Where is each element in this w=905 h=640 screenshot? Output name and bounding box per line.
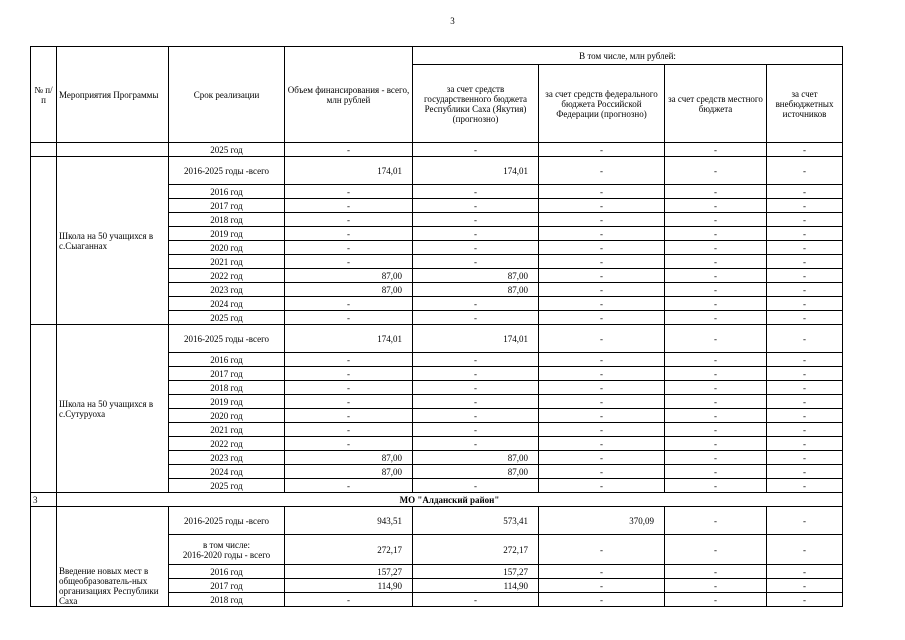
cell-federal-budget: - <box>539 157 665 185</box>
cell-federal-budget: - <box>539 479 665 493</box>
cell-republic-budget: 87,00 <box>413 269 539 283</box>
cell-period: 2020 год <box>169 409 285 423</box>
cell-extra-budget: - <box>767 395 843 409</box>
cell-federal-budget: - <box>539 353 665 367</box>
cell-federal-budget: - <box>539 199 665 213</box>
cell-event-name: Введение новых мест в общеобразователь-ных организациях Республики Саха <box>57 507 169 607</box>
cell-extra-budget: - <box>767 451 843 465</box>
cell-extra-budget: - <box>767 157 843 185</box>
cell-period: 2025 год <box>169 479 285 493</box>
cell-republic-budget: - <box>413 593 539 607</box>
cell-local-budget: - <box>665 199 767 213</box>
cell-period: 2019 год <box>169 395 285 409</box>
cell-volume: - <box>285 409 413 423</box>
cell-local-budget: - <box>665 565 767 579</box>
cell-republic-budget: - <box>413 409 539 423</box>
cell-extra-budget: - <box>767 213 843 227</box>
cell-volume: 272,17 <box>285 535 413 565</box>
cell-extra-budget: - <box>767 325 843 353</box>
cell-volume: 174,01 <box>285 325 413 353</box>
cell-volume: 174,01 <box>285 157 413 185</box>
cell-federal-budget: - <box>539 311 665 325</box>
cell-republic-budget: - <box>413 381 539 395</box>
cell-period: 2018 год <box>169 593 285 607</box>
cell-extra-budget: - <box>767 593 843 607</box>
cell-volume: - <box>285 241 413 255</box>
cell-volume: 157,27 <box>285 565 413 579</box>
cell-extra-budget: - <box>767 465 843 479</box>
cell-volume: - <box>285 199 413 213</box>
header-extra-budget: за счет внебюджетных источников <box>767 65 843 143</box>
cell-volume: - <box>285 353 413 367</box>
cell-period: 2020 год <box>169 241 285 255</box>
cell-republic-budget: 87,00 <box>413 451 539 465</box>
cell-federal-budget: - <box>539 437 665 451</box>
cell-period: 2021 год <box>169 423 285 437</box>
cell-local-budget: - <box>665 535 767 565</box>
cell-volume: - <box>285 255 413 269</box>
cell-federal-budget: - <box>539 593 665 607</box>
cell-event-name: Школа на 50 учащихся в с.Сутуруоха <box>57 325 169 493</box>
cell-extra-budget: - <box>767 297 843 311</box>
cell-extra-budget: - <box>767 409 843 423</box>
cell-local-budget: - <box>665 353 767 367</box>
cell-republic-budget: 87,00 <box>413 465 539 479</box>
cell-republic-budget: - <box>413 437 539 451</box>
financing-table <box>30 46 843 607</box>
cell-local-budget: - <box>665 507 767 535</box>
cell-period: 2016 год <box>169 565 285 579</box>
cell-period: 2024 год <box>169 297 285 311</box>
cell-period: 2016-2025 годы -всего <box>169 325 285 353</box>
header-local-budget: за счет средств местного бюджета <box>665 65 767 143</box>
cell-federal-budget: - <box>539 451 665 465</box>
cell-federal-budget: - <box>539 325 665 353</box>
cell-volume: - <box>285 479 413 493</box>
period-line-1: в том числе: <box>203 539 250 550</box>
cell-republic-budget: 272,17 <box>413 535 539 565</box>
cell-federal-budget: - <box>539 143 665 157</box>
cell-volume: 943,51 <box>285 507 413 535</box>
cell-republic-budget: 87,00 <box>413 283 539 297</box>
cell-local-budget: - <box>665 297 767 311</box>
cell-local-budget: - <box>665 593 767 607</box>
cell-federal-budget: 370,09 <box>539 507 665 535</box>
cell-republic-budget: - <box>413 143 539 157</box>
cell-volume: - <box>285 381 413 395</box>
section-row <box>31 493 843 507</box>
cell-local-budget: - <box>665 451 767 465</box>
cell-extra-budget: - <box>767 283 843 297</box>
cell-event-name: Школа на 50 учащихся в с.Сыаганнах <box>57 157 169 325</box>
header-event: Мероприятия Программы <box>57 47 169 143</box>
cell-volume: - <box>285 395 413 409</box>
cell-local-budget: - <box>665 143 767 157</box>
cell-extra-budget: - <box>767 241 843 255</box>
cell-period: 2019 год <box>169 227 285 241</box>
cell-federal-budget: - <box>539 213 665 227</box>
table-row <box>31 157 843 185</box>
cell-local-budget: - <box>665 409 767 423</box>
cell-federal-budget: - <box>539 465 665 479</box>
cell-period: 2016 год <box>169 185 285 199</box>
cell-extra-budget: - <box>767 579 843 593</box>
section-num: 3 <box>31 493 57 507</box>
cell-extra-budget: - <box>767 381 843 395</box>
cell-federal-budget: - <box>539 381 665 395</box>
cell-period: 2023 год <box>169 451 285 465</box>
cell-num <box>31 157 57 325</box>
cell-republic-budget: - <box>413 297 539 311</box>
cell-republic-budget: - <box>413 353 539 367</box>
cell-federal-budget: - <box>539 367 665 381</box>
cell-federal-budget: - <box>539 423 665 437</box>
page-number: 3 <box>450 16 455 26</box>
cell-volume: - <box>285 593 413 607</box>
cell-republic-budget: 114,90 <box>413 579 539 593</box>
cell-federal-budget: - <box>539 185 665 199</box>
cell-period: 2018 год <box>169 381 285 395</box>
cell-num <box>31 507 57 607</box>
section-title: МО "Алданский район" <box>57 493 843 507</box>
cell-period: 2017 год <box>169 579 285 593</box>
cell-local-budget: - <box>665 381 767 395</box>
cell-period: 2021 год <box>169 255 285 269</box>
cell-extra-budget: - <box>767 423 843 437</box>
cell-local-budget: - <box>665 579 767 593</box>
cell-extra-budget: - <box>767 143 843 157</box>
cell-volume: - <box>285 227 413 241</box>
cell-period: 2023 год <box>169 283 285 297</box>
cell-period: 2025 год <box>169 311 285 325</box>
cell-republic-budget: 174,01 <box>413 325 539 353</box>
cell-extra-budget: - <box>767 227 843 241</box>
cell-republic-budget: - <box>413 213 539 227</box>
cell-extra-budget: - <box>767 311 843 325</box>
cell-federal-budget: - <box>539 297 665 311</box>
cell-volume: - <box>285 367 413 381</box>
cell-volume: - <box>285 437 413 451</box>
cell-federal-budget: - <box>539 565 665 579</box>
header-including: В том числе, млн рублей: <box>413 47 843 65</box>
cell-local-budget: - <box>665 157 767 185</box>
cell-period: 2024 год <box>169 465 285 479</box>
cell-federal-budget: - <box>539 241 665 255</box>
cell-republic-budget: - <box>413 367 539 381</box>
cell-volume: 87,00 <box>285 269 413 283</box>
cell-local-budget: - <box>665 227 767 241</box>
cell-republic-budget: - <box>413 395 539 409</box>
cell-volume: 87,00 <box>285 283 413 297</box>
cell-volume: - <box>285 423 413 437</box>
cell-volume: 114,90 <box>285 579 413 593</box>
cell-local-budget: - <box>665 311 767 325</box>
cell-republic-budget: - <box>413 241 539 255</box>
cell-federal-budget: - <box>539 255 665 269</box>
header-volume: Объем финансирования - всего, млн рублей <box>285 47 413 143</box>
cell-local-budget: - <box>665 255 767 269</box>
cell-local-budget: - <box>665 269 767 283</box>
cell-extra-budget: - <box>767 255 843 269</box>
cell-federal-budget: - <box>539 283 665 297</box>
cell-event <box>57 143 169 157</box>
table-row <box>31 507 843 535</box>
cell-local-budget: - <box>665 325 767 353</box>
cell-republic-budget: - <box>413 479 539 493</box>
cell-period: 2016 год <box>169 353 285 367</box>
cell-num <box>31 325 57 493</box>
cell-volume: - <box>285 185 413 199</box>
header-period: Срок реализации <box>169 47 285 143</box>
cell-extra-budget: - <box>767 507 843 535</box>
header-num: № п/п <box>31 47 57 143</box>
cell-volume: 87,00 <box>285 465 413 479</box>
cell-local-budget: - <box>665 283 767 297</box>
cell-volume: - <box>285 297 413 311</box>
cell-republic-budget: - <box>413 199 539 213</box>
cell-volume: - <box>285 311 413 325</box>
cell-extra-budget: - <box>767 185 843 199</box>
table-row <box>31 325 843 353</box>
period-line-2: 2016-2020 годы - всего <box>182 549 271 560</box>
cell-federal-budget: - <box>539 535 665 565</box>
cell-local-budget: - <box>665 213 767 227</box>
cell-federal-budget: - <box>539 395 665 409</box>
cell-republic-budget: - <box>413 255 539 269</box>
cell-local-budget: - <box>665 479 767 493</box>
header-federal-budget: за счет средств федерального бюджета Российской Федерации (прогнозно) <box>539 65 665 143</box>
cell-republic-budget: - <box>413 185 539 199</box>
cell-republic-budget: 573,41 <box>413 507 539 535</box>
cell-federal-budget: - <box>539 227 665 241</box>
cell-extra-budget: - <box>767 437 843 451</box>
cell-extra-budget: - <box>767 199 843 213</box>
cell-local-budget: - <box>665 185 767 199</box>
cell-extra-budget: - <box>767 535 843 565</box>
cell-local-budget: - <box>665 465 767 479</box>
cell-period: 2016-2025 годы -всего <box>169 157 285 185</box>
cell-republic-budget: - <box>413 227 539 241</box>
cell-extra-budget: - <box>767 269 843 283</box>
cell-extra-budget: - <box>767 367 843 381</box>
cell-period: 2025 год <box>169 143 285 157</box>
cell-period: 2018 год <box>169 213 285 227</box>
cell-period: 2022 год <box>169 437 285 451</box>
cell-local-budget: - <box>665 423 767 437</box>
cell-extra-budget: - <box>767 479 843 493</box>
cell-period: 2022 год <box>169 269 285 283</box>
cell-num <box>31 143 57 157</box>
cell-local-budget: - <box>665 367 767 381</box>
cell-extra-budget: - <box>767 353 843 367</box>
header-republic-budget: за счет средств государственного бюджета Республики Саха (Якутия) (прогнозно) <box>413 65 539 143</box>
cell-republic-budget: 174,01 <box>413 157 539 185</box>
cell-period: 2017 год <box>169 367 285 381</box>
cell-local-budget: - <box>665 395 767 409</box>
table-row <box>31 143 843 157</box>
cell-extra-budget: - <box>767 565 843 579</box>
cell-republic-budget: - <box>413 311 539 325</box>
cell-volume: - <box>285 143 413 157</box>
cell-local-budget: - <box>665 437 767 451</box>
cell-volume: 87,00 <box>285 451 413 465</box>
cell-federal-budget: - <box>539 409 665 423</box>
cell-period <box>169 535 285 565</box>
cell-federal-budget: - <box>539 269 665 283</box>
cell-period: 2016-2025 годы -всего <box>169 507 285 535</box>
cell-republic-budget: - <box>413 423 539 437</box>
cell-local-budget: - <box>665 241 767 255</box>
cell-period: 2017 год <box>169 199 285 213</box>
cell-republic-budget: 157,27 <box>413 565 539 579</box>
cell-volume: - <box>285 213 413 227</box>
cell-federal-budget: - <box>539 579 665 593</box>
